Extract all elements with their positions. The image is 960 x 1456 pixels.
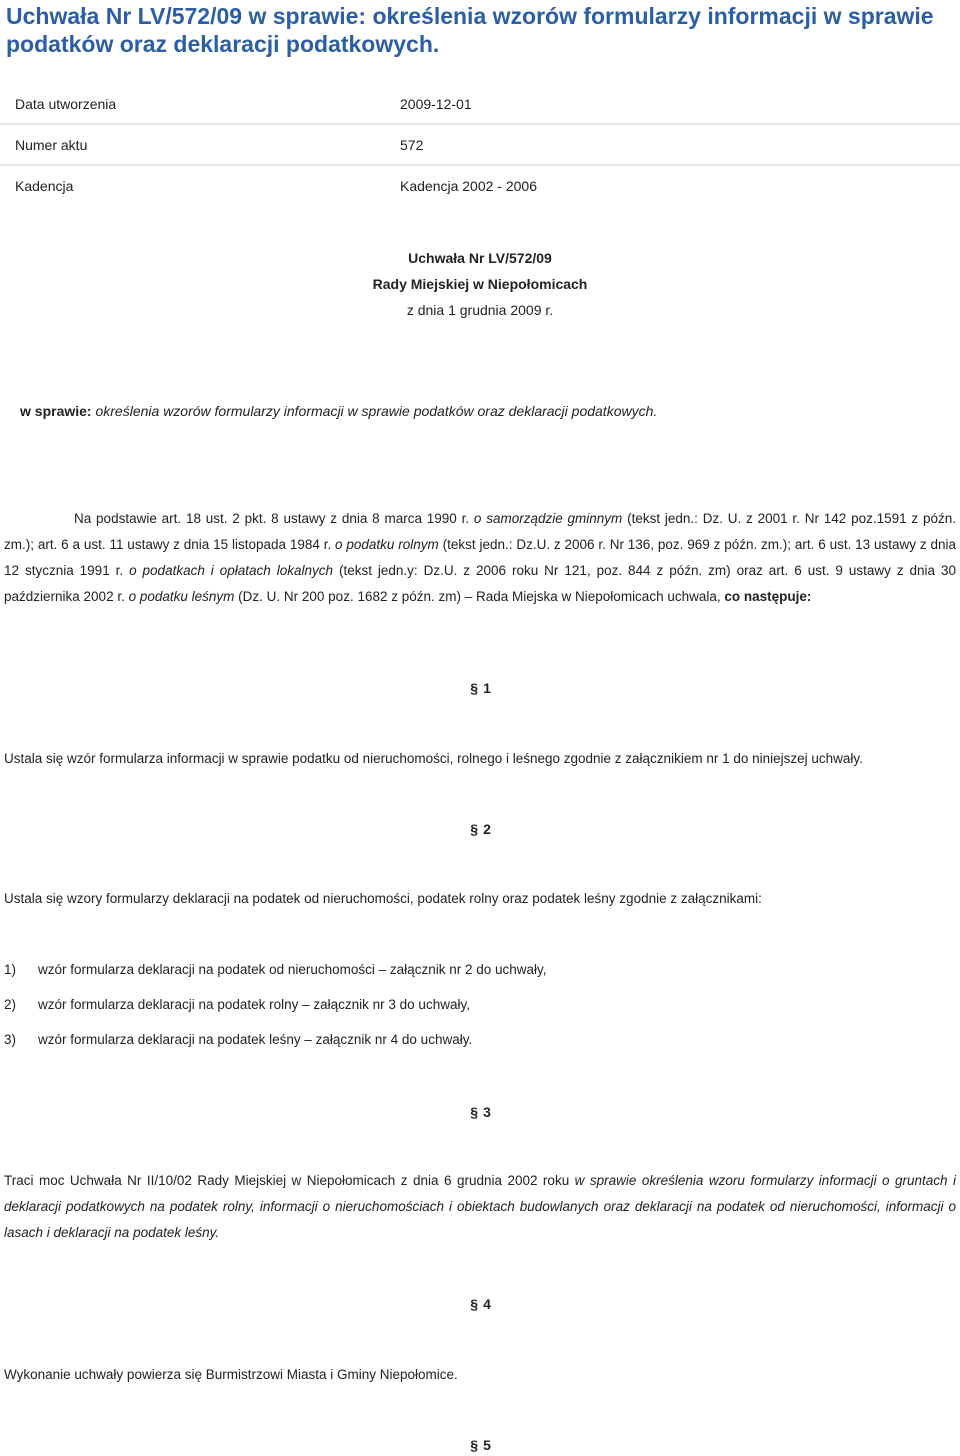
meta-value: Kadencja 2002 - 2006	[400, 178, 537, 194]
meta-row-created	[0, 84, 960, 125]
list-item-number: 3)	[4, 1032, 17, 1047]
section-3-text	[4, 1168, 956, 1246]
section-symbol: §	[470, 821, 478, 837]
section-3-heading	[0, 1104, 960, 1120]
preamble-text: (tekst jedn.y: Dz.U. z 2006 roku Nr 121, poz. 844 z późn. zm) oraz art. 6 ust. 9 ustawy z dnia 30 października 2002 r.	[4, 563, 956, 604]
preamble-italic: o podatkach i opłatach lokalnych	[129, 563, 333, 578]
preamble-text: (Dz. U. Nr 200 poz. 1682 z późn. zm) – Rada Miejska w Niepołomicach uchwala,	[234, 589, 725, 604]
preamble-bold: co następuje:	[724, 589, 812, 604]
section-number: 2	[483, 821, 491, 837]
list-item-number: 1)	[4, 962, 17, 977]
section-3-italic: w sprawie określenia wzoru formularzy informacji o gruntach i deklaracji podatkowych na podatek rolny, informacji o nieruchomościach i obiektach budowlanych oraz deklaracji na podatek od nieruchomości, informacji o lasach i deklaracji na podatek leśny.	[4, 1173, 956, 1240]
meta-label: Kadencja	[15, 178, 74, 194]
preamble-italic: o samorządzie gminnym	[473, 511, 623, 526]
section-1-text: Ustala się wzór formularza informacji w sprawie podatku od nieruchomości, rolnego i leśnego zgodnie z załącznikiem nr 1 do niniejszej uchwały.	[4, 751, 863, 766]
meta-label: Numer aktu	[15, 137, 88, 153]
resolution-council: Rady Miejskiej w Niepołomicach	[372, 276, 588, 292]
metadata-table	[0, 84, 960, 205]
section-1-heading	[0, 680, 960, 696]
list-item-text: wzór formularza deklaracji na podatek od nieruchomości – załącznik nr 2 do uchwały,	[38, 962, 547, 977]
meta-value: 572	[400, 137, 424, 153]
list-item	[4, 962, 547, 977]
list-item-text: wzór formularza deklaracji na podatek leśny – załącznik nr 4 do uchwały.	[38, 1032, 473, 1047]
list-item-text: wzór formularza deklaracji na podatek rolny – załącznik nr 3 do uchwały,	[38, 997, 470, 1012]
resolution-heading	[0, 245, 960, 323]
section-2-text: Ustala się wzory formularzy deklaracji na podatek od nieruchomości, podatek rolny oraz podatek leśny zgodnie z załącznikami:	[4, 891, 762, 906]
subject-prefix: w sprawie:	[20, 403, 92, 419]
resolution-number: Uchwała Nr LV/572/09	[408, 250, 552, 266]
meta-row-term	[0, 166, 960, 205]
section-5-heading	[0, 1437, 960, 1453]
section-number: 1	[483, 680, 491, 696]
section-number: 5	[483, 1437, 491, 1453]
section-4-text: Wykonanie uchwały powierza się Burmistrzowi Miasta i Gminy Niepołomice.	[4, 1367, 458, 1382]
preamble-italic: o podatku leśnym	[128, 589, 235, 604]
list-item	[4, 1032, 472, 1047]
list-item	[4, 997, 470, 1012]
preamble-text: (tekst jedn.: Dz.U. z 2006 r. Nr 136, poz. 969 z późn. zm.); art. 6 ust. 13 ustawy z dnia 12 stycznia 1991 r.	[4, 537, 956, 578]
subject-text: określenia wzorów formularzy informacji w sprawie podatków oraz deklaracji podatkowych.	[95, 403, 658, 419]
meta-value: 2009-12-01	[400, 96, 472, 112]
section-3-plain: Traci moc Uchwała Nr II/10/02 Rady Miejskiej w Niepołomicach z dnia 6 grudnia 2002 roku	[4, 1173, 575, 1188]
preamble-italic: o podatku rolnym	[335, 537, 439, 552]
section-symbol: §	[470, 1104, 478, 1120]
section-symbol: §	[470, 680, 478, 696]
document-title: Uchwała Nr LV/572/09 w sprawie: określenia wzorów formularzy informacji w sprawie podatków oraz deklaracji podatkowych.	[6, 3, 934, 57]
meta-label: Data utworzenia	[15, 96, 117, 112]
section-symbol: §	[470, 1437, 478, 1453]
section-2-heading	[0, 821, 960, 837]
section-4-heading	[0, 1296, 960, 1312]
preamble-text: (tekst jedn.: Dz. U. z 2001 r. Nr 142 poz.1591 z późn. zm.); art. 6 a ust. 11 ustawy z dnia 15 listopada 1984 r.	[4, 511, 957, 552]
resolution-subject	[20, 403, 657, 419]
section-symbol: §	[470, 1296, 478, 1312]
preamble-paragraph	[4, 506, 956, 610]
list-item-number: 2)	[4, 997, 17, 1012]
section-number: 3	[483, 1104, 491, 1120]
resolution-date: z dnia 1 grudnia 2009 r.	[406, 302, 554, 318]
preamble-text: Na podstawie art. 18 ust. 2 pkt. 8 ustawy z dnia 8 marca 1990 r.	[74, 511, 474, 526]
section-number: 4	[483, 1296, 491, 1312]
meta-row-act-number	[0, 125, 960, 166]
